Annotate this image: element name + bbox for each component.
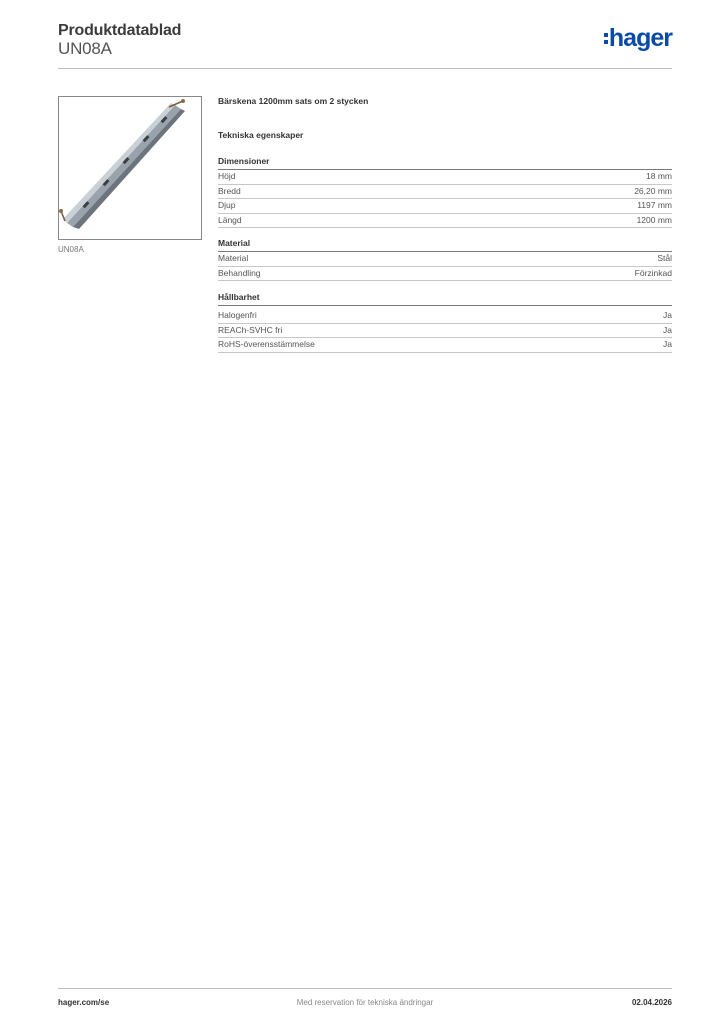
logo-wordmark: hager	[608, 24, 672, 52]
spec-row	[218, 199, 672, 214]
spec-value: 18 mm	[646, 171, 672, 181]
spec-label: Längd	[218, 214, 242, 225]
product-image	[58, 96, 202, 240]
spec-label: Djup	[218, 200, 236, 210]
spec-label: Behandling	[218, 267, 261, 278]
spec-value: Ja	[663, 339, 672, 349]
spec-row	[218, 170, 672, 185]
spec-label: Halogenfri	[218, 310, 257, 320]
footer-disclaimer: Med reservation för tekniska ändringar	[296, 998, 434, 1007]
document-title: Produktdatablad	[58, 22, 182, 39]
spec-value: Stål	[657, 253, 672, 263]
spec-label: Material	[218, 253, 249, 263]
spec-row	[218, 185, 672, 200]
spec-row	[218, 338, 672, 353]
group-title: Hållbarhet	[218, 292, 672, 306]
image-caption: UN08A	[58, 245, 84, 254]
logo-dots-icon	[604, 33, 608, 44]
spec-row	[218, 267, 672, 282]
spec-label: REACh-SVHC fri	[218, 324, 283, 335]
spec-label: RoHS-överensstämmelse	[218, 339, 315, 349]
spec-label: Höjd	[218, 171, 236, 181]
spec-row	[218, 309, 672, 324]
group-title: Dimensioner	[218, 156, 672, 170]
sustainability-group	[218, 292, 672, 353]
spec-label: Bredd	[218, 185, 241, 196]
spec-row	[218, 214, 672, 229]
technical-heading: Tekniska egenskaper	[218, 130, 304, 140]
spec-value: 1200 mm	[636, 214, 672, 225]
material-group	[218, 238, 672, 281]
spec-row	[218, 324, 672, 339]
page-header	[58, 20, 672, 68]
footer-divider	[58, 988, 672, 989]
product-code: UN08A	[58, 39, 112, 58]
header-divider	[58, 68, 672, 69]
dimensions-group	[218, 156, 672, 228]
spec-value: Ja	[663, 324, 672, 335]
spec-value: 26,20 mm	[634, 185, 672, 196]
group-title: Material	[218, 238, 672, 252]
din-rail-icon	[59, 97, 201, 239]
product-description: Bärskena 1200mm sats om 2 stycken	[218, 96, 369, 106]
spec-value: Förzinkad	[634, 267, 672, 278]
website-link[interactable]: hager.com/se	[58, 998, 110, 1007]
spec-value: 1197 mm	[637, 200, 672, 210]
footer-date: 02.04.2026	[631, 998, 672, 1007]
spec-value: Ja	[663, 310, 672, 320]
hager-logo	[604, 26, 672, 51]
spec-row	[218, 252, 672, 267]
